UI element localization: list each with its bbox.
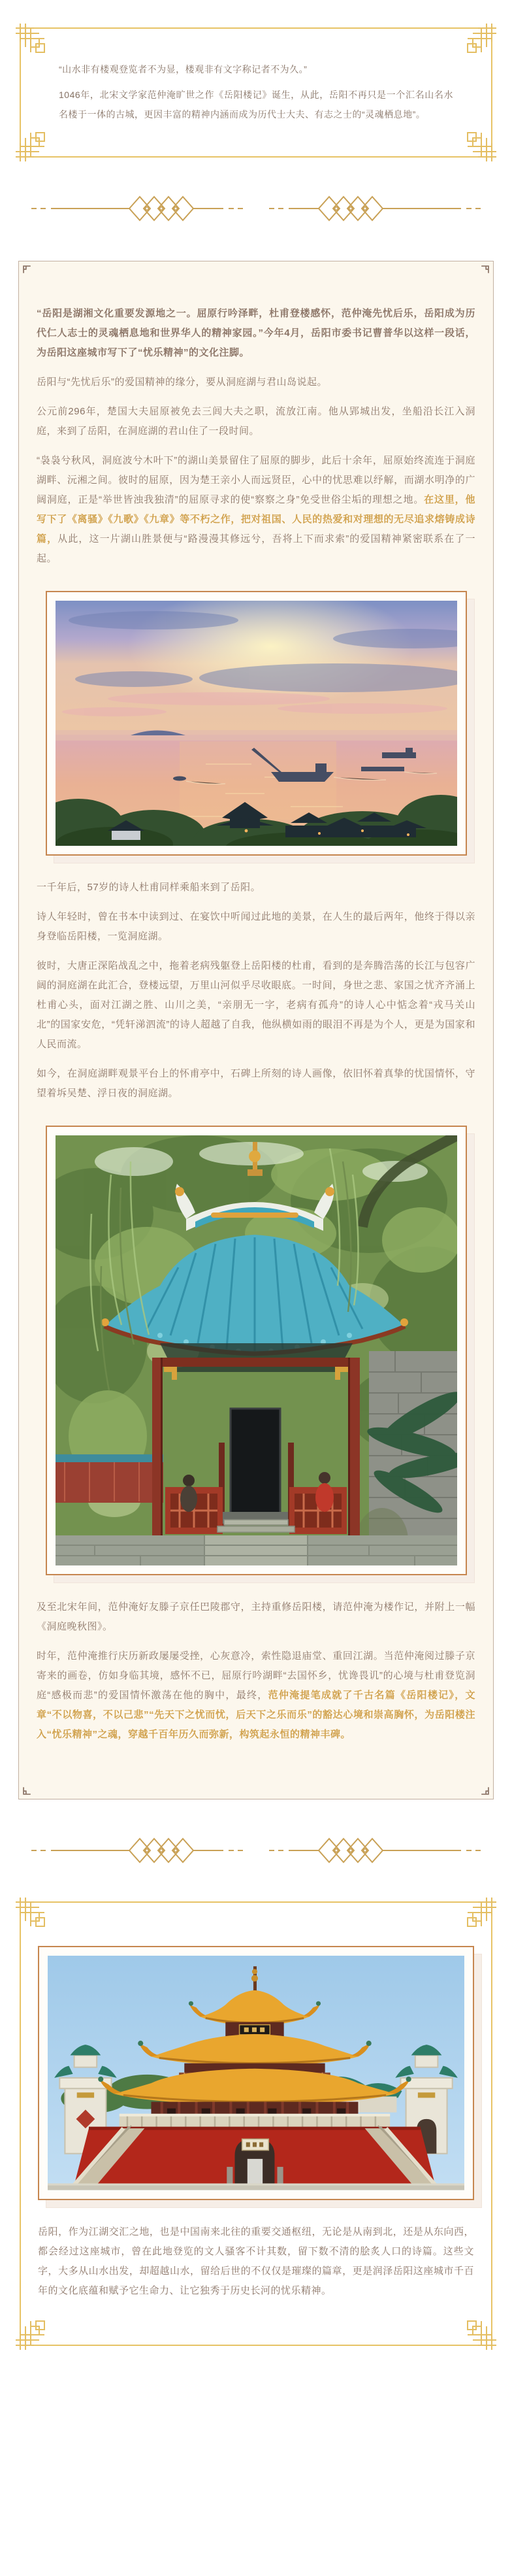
paragraph: 诗人年轻时，曾在书本中读到过、在宴饮中听闻过此地的美景，在人生的最后两年，他终于得以亲身登临岳阳楼，一览洞庭湖。 (37, 911, 475, 942)
corner-ornament-icon (14, 129, 48, 163)
paragraph: 如今，在洞庭湖畔观景平台上的怀甫亭中，石碑上所刻的诗人画像，依旧怀着真挚的忧国情怀，守望着坼吴楚、浮日夜的洞庭湖。 (37, 1068, 475, 1099)
corner-ornament-icon (14, 22, 48, 56)
quote-paragraph: 1046年，北宋文学家范仲淹旷世之作《岳阳楼记》诞生，从此，岳阳不再只是一个汇名山名水名楼于一体的古城，更因丰富的精神内涵而成为历代士大夫、有志之士的“灵魂栖息地”。 (59, 90, 453, 120)
corner-ornament-icon (464, 2317, 498, 2351)
paragraph (37, 1647, 475, 1745)
paragraph (37, 451, 475, 569)
yueyang-tower-illustration (48, 1956, 464, 2190)
closing-paragraph: 岳阳，作为江湖交汇之地，也是中国南来北往的重要交通枢纽，无论是从南到北，还是从东向西，都会经过这座城市，曾在此地登览的文人骚客不计其数，留下数不清的脍炙人口的诗篇。这些文字，大多从山水出发，却超越山水，留给后世的不仅仅是璀璨的篇章，更是润泽岳阳这座城市千百年的文化底蕴和赋予它生命力、让它独秀于历史长河的忧乐精神。 (38, 2226, 474, 2296)
corner-bracket-icon (23, 1785, 33, 1795)
corner-ornament-icon (464, 22, 498, 56)
paragraph: 公元前296年，楚国大夫屈原被免去三闾大夫之职，流放江南。他从郢城出发，坐船沿长江入洞庭，来到了岳阳，在洞庭湖的君山住了一段时间。 (37, 406, 475, 437)
corner-ornament-icon (464, 1896, 498, 1930)
diamond-divider-icon (30, 194, 482, 223)
section-divider (30, 194, 482, 223)
diamond-divider-icon (30, 1836, 482, 1865)
corner-ornament-icon (14, 2317, 48, 2351)
quote-box (20, 27, 492, 158)
corner-ornament-icon (464, 129, 498, 163)
section-divider (30, 1836, 482, 1865)
paragraph: 彼时，大唐正深陷战乱之中，拖着老病残躯登上岳阳楼的杜甫，看到的是奔腾浩荡的长江与包容广阔的洞庭湖在此汇合，登楼远望，万里山河似乎尽收眼底。一时间，身世之悲、家国之忧齐齐涌上杜甫心头，面对江湖之胜、山川之美，“亲朋无一字，老病有孤舟”的诗人心中惦念着“戎马关山北”的国家安危，“凭轩涕泗流”的诗人超越了自我，他纵横如雨的眼泪不再是为个人，更是为国家和人民而流。 (37, 960, 475, 1050)
dongting-lake-sunset-illustration (56, 601, 457, 846)
paragraph: 及至北宋年间，范仲淹好友滕子京任巴陵郡守，主持重修岳阳楼，请范仲淹为楼作记，并附上一幅《洞庭晚秋图》。 (37, 1601, 475, 1632)
corner-bracket-icon (23, 265, 33, 275)
huaifu-pavilion-illustration (56, 1135, 457, 1565)
photo-dongting-sunset (46, 591, 467, 856)
paragraph-text: 时年，范仲淹推行庆历新政屡屡受挫，心灰意冷，索性隐退庙堂、重回江湖。当范仲淹阅过滕子京寄来的画卷，仿如身临其境，感怀不已，屈原行吟湖畔“去国怀乡，忧谗畏讥”的心境与杜甫登览洞庭“感极而悲”的爱国情怀激荡在他的胸中，最终， (37, 1650, 475, 1701)
paragraph: 岳阳与“先忧后乐”的爱国精神的缘分，要从洞庭湖与君山岛说起。 (37, 376, 327, 388)
paragraph: 一千年后，57岁的诗人杜甫同样乘船来到了岳阳。 (37, 882, 261, 893)
photo-dongting-sunset-frame[interactable] (46, 591, 467, 856)
corner-bracket-icon (479, 1785, 489, 1795)
highlight-text: 范仲淹提笔成就了千古名篇《岳阳楼记》，文章“不以物喜，不以己悲”“先天下之忧而忧，后天下之乐而乐”的豁达心境和崇高胸怀，为岳阳楼注入“忧乐精神”之魂，穿越千百年历久而弥新，构筑起永恒的精神丰碑。 (37, 1690, 475, 1740)
photo-yueyang-tower (38, 1946, 474, 2200)
corner-bracket-icon (479, 265, 489, 275)
photo-huaifu-pavilion (46, 1126, 467, 1575)
paragraph-text: “袅袅兮秋风，洞庭波兮木叶下”的湖山美景留住了屈原的脚步，此后十余年，屈原始终流连于洞庭湖畔、沅湘之间。彼时的屈原，因为楚王亲小人而远贤臣，心中的忧思难以纾解，而湖水明净的广阔洞庭，正是“举世皆浊我独清”的屈原寻求的使“察察之身”免受世俗尘垢的理想之地。 (37, 455, 475, 505)
quote-line: “山水非有楼观登览者不为显，楼观非有文字称记者不为久。” (59, 64, 308, 75)
corner-ornament-icon (14, 1896, 48, 1930)
photo-yueyang-tower-frame[interactable] (38, 1946, 474, 2200)
paragraph-text: 从此，这一片湖山胜景便与“路漫漫其修远兮，吾将上下而求索”的爱国精神紧密联系在了一起。 (37, 533, 475, 564)
photo-huaifu-pavilion-frame[interactable] (46, 1126, 467, 1575)
article-body-card (18, 261, 494, 1799)
closing-box (20, 1901, 492, 2346)
lead-quote-paragraph: “岳阳是湖湘文化重要发源地之一。屈原行吟泽畔，杜甫登楼感怀，范仲淹先忧后乐，岳阳成为历代仁人志士的灵魂栖息地和世界华人的精神家园。”今年4月，岳阳市委书记曹普华以这样一段话，为岳阳这座城市写下了“忧乐精神”的文化注脚。 (37, 308, 475, 358)
highlight-text: 在这里，他写下了《离骚》《九歌》《九章》等不朽之作，把对祖国、人民的热爱和对理想的无尽追求熔铸成诗篇， (37, 494, 475, 544)
